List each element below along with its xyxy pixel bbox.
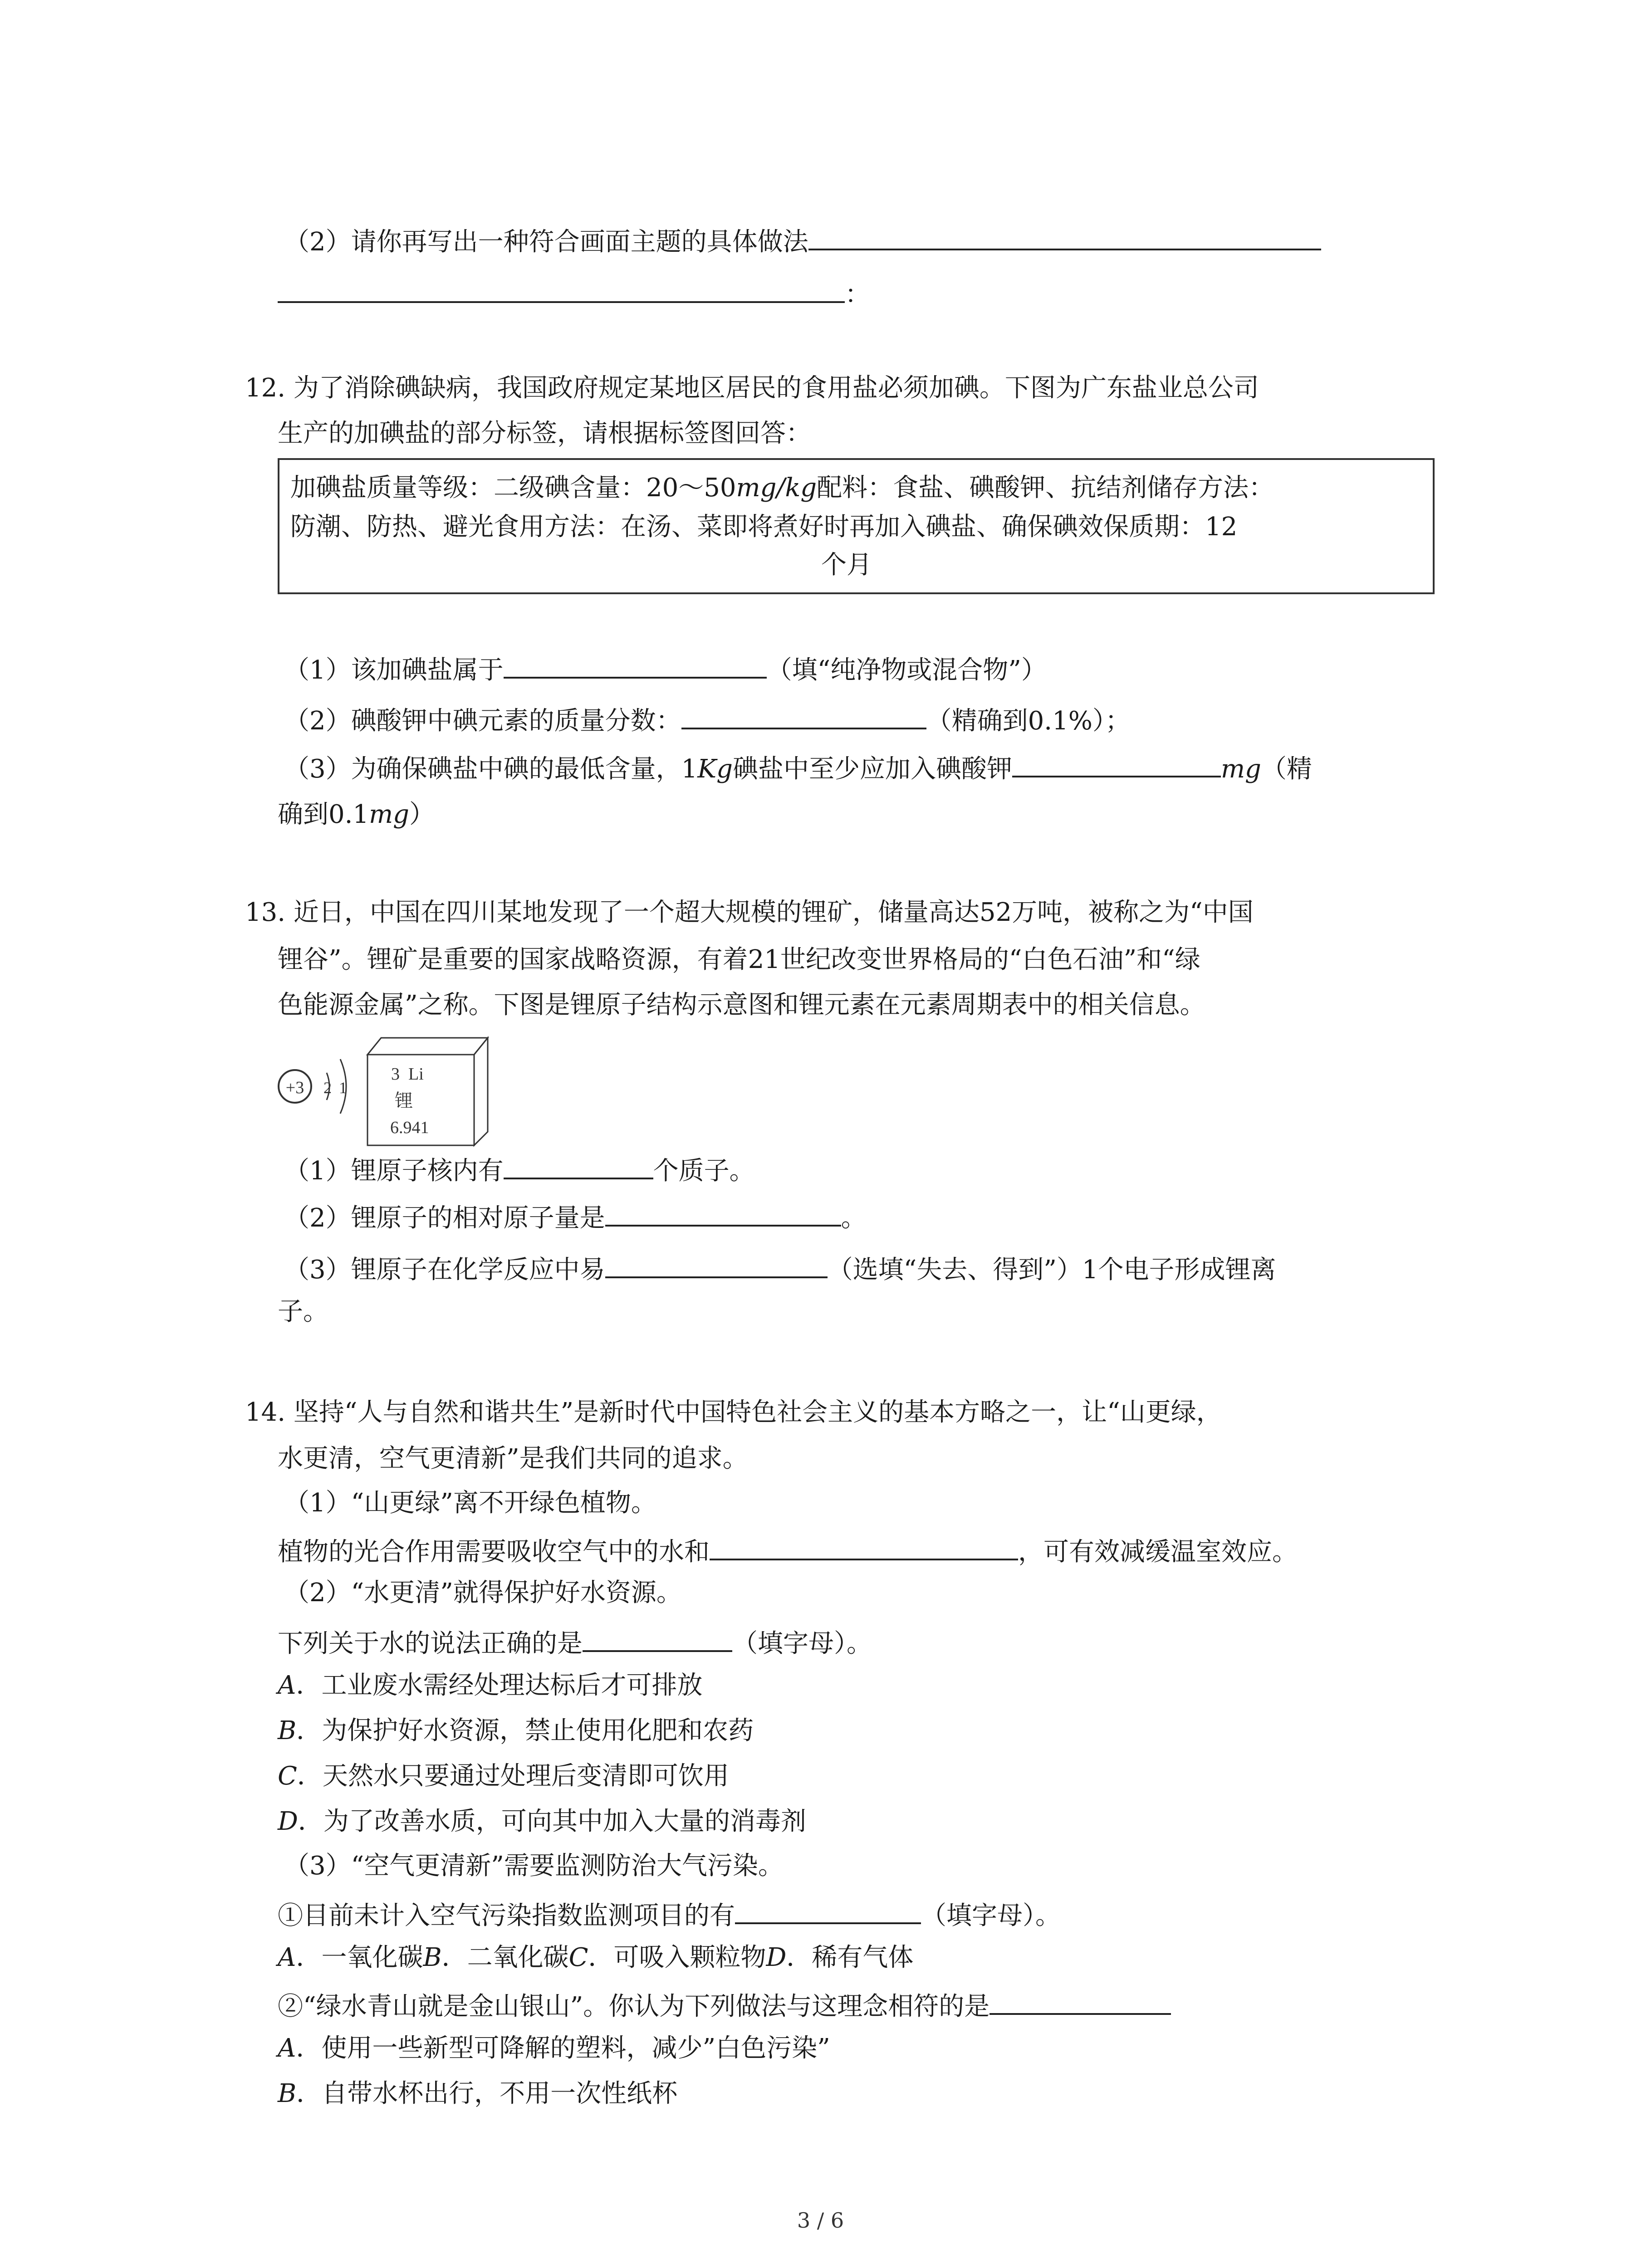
q13-part3-hint: （选填“失去、得到”）1个电子形成锂离: [827, 1255, 1276, 1285]
q12-stem-line2: 生产的加碘盐的部分标签，请根据标签图回答：: [278, 419, 811, 448]
q12-part2: [284, 701, 1131, 738]
q14-stem-line2: 水更清，空气更清新”是我们共同的追求。: [278, 1444, 748, 1473]
option-text: ．自带水杯出行，不用一次性纸杯: [296, 2079, 678, 2108]
q14-sub1-question: [278, 1532, 1298, 1569]
salt-label-line1: [290, 472, 1274, 504]
option-text: ．稀有气体: [786, 1943, 914, 1972]
option-text: ．工业废水需经处理达标后才可排放: [296, 1671, 703, 1700]
q12-part2-hint: （精确到0.1%）；: [926, 706, 1131, 736]
q12-part3-blank[interactable]: [1012, 749, 1221, 777]
option-key: C: [568, 1943, 588, 1972]
q13-stem-line2: 锂谷”。锂矿是重要的国家战略资源，有着21世纪改变世界格局的“白色石油”和“绿: [278, 945, 1200, 974]
option-key: B: [278, 1716, 297, 1745]
q11-part2-line2: [278, 275, 870, 311]
q14-stem-line1: 14. 坚持“人与自然和谐共生”是新时代中国特色社会主义的基本方略之一，让“山更绿，: [245, 1398, 1222, 1427]
q14-sub1: （1）“山更绿”离不开绿色植物。: [284, 1488, 656, 1518]
q14-sub3-q1-text: ①目前未计入空气污染指数监测项目的有: [278, 1901, 735, 1931]
option-key: D: [766, 1943, 787, 1972]
q13-part3-text: （3）锂原子在化学反应中易: [284, 1255, 605, 1285]
lithium-atom-diagram: [279, 1059, 347, 1114]
q12-part1-hint: （填“纯净物或混合物”）: [766, 655, 1047, 685]
shell1-electrons: 2: [323, 1079, 332, 1097]
q12-part3-text-b: 碘盐中至少应加入碘酸钾: [732, 754, 1012, 784]
q11-part2-answer-blank[interactable]: [808, 222, 1321, 250]
option-key: B: [423, 1943, 442, 1972]
q14-sub3-q2-blank[interactable]: [989, 1987, 1171, 2015]
salt-label-line1-b: 配料：食盐、碘酸钾、抗结剂储存方法：: [817, 473, 1274, 503]
q14-sub3-q1-blank[interactable]: [735, 1896, 921, 1924]
cell-atomic-number: 3: [391, 1065, 400, 1084]
q12-part3-text-c: （精: [1261, 754, 1312, 784]
q12-part1-blank[interactable]: [504, 650, 767, 679]
q13-part1-blank[interactable]: [504, 1151, 653, 1179]
cell-side-face: [474, 1038, 488, 1145]
option-text: ．为了改善水质，可向其中加入大量的消毒剂: [298, 1807, 806, 1836]
q14-sub3-q2-option-a: [278, 2032, 830, 2065]
q14-sub2-option-c: [278, 1760, 729, 1793]
q12-part1-text: （1）该加碘盐属于: [284, 655, 504, 685]
q12-part3-mg: mg: [1220, 754, 1261, 784]
option-key: D: [278, 1807, 298, 1836]
salt-label-line3: 个月: [821, 550, 872, 580]
option-key: C: [278, 1761, 297, 1791]
q12-part3-kg: Kg: [697, 754, 733, 784]
q11-part2-text: （2）请你再写出一种符合画面主题的具体做法: [284, 227, 808, 257]
cell-element-name: 锂: [395, 1090, 413, 1111]
q12-part3-line2: [278, 798, 435, 831]
salt-label-unit: mg/kg: [736, 473, 817, 503]
q12-part3-l2-mg: mg: [369, 800, 410, 829]
q12-part3-l2-a: 确到0.1: [278, 800, 369, 829]
salt-label-line2: 防潮、防热、避光食用方法：在汤、菜即将煮好时再加入碘盐、确保碘效保质期：12: [290, 512, 1238, 542]
q13-part2-text: （2）锂原子的相对原子量是: [284, 1203, 605, 1233]
q12-stem-line1: 12. 为了消除碘缺病，我国政府规定某地区居民的食用盐必须加碘。下图为广东盐业总公司: [245, 373, 1259, 403]
q12-part3-text-a: （3）为确保碘盐中碘的最低含量，1: [284, 754, 698, 784]
q14-sub2-question: [278, 1624, 872, 1660]
q11-part2-answer-blank2[interactable]: [278, 275, 845, 303]
option-text: ．一氧化碳: [296, 1943, 423, 1972]
q14-sub1-text: 植物的光合作用需要吸收空气中的水和: [278, 1537, 710, 1567]
q14-sub2-blank[interactable]: [583, 1624, 732, 1652]
shell2-electrons: 1: [339, 1079, 347, 1097]
q13-part3: [284, 1250, 1276, 1286]
cell-symbol: Li: [408, 1065, 424, 1084]
q11-part2-colon: ：: [845, 280, 870, 309]
q13-part2: [284, 1198, 867, 1235]
nucleus-charge: +3: [285, 1078, 304, 1097]
lithium-periodic-cell: [367, 1038, 488, 1145]
q11-part2-line: [284, 222, 1321, 259]
q13-stem-line3: 色能源金属”之称。下图是锂原子结构示意图和锂元素在元素周期表中的相关信息。: [278, 990, 1205, 1020]
q13-part1: [284, 1151, 755, 1188]
q14-sub3-q1-hint: （填字母）。: [921, 1901, 1061, 1931]
lithium-figure: [272, 1030, 508, 1148]
q12-part2-text: （2）碘酸钾中碘元素的质量分数：: [284, 706, 681, 736]
q14-sub3-q2: [278, 1987, 1171, 2023]
q14-sub2-hint: （填字母）。: [732, 1629, 872, 1658]
cell-atomic-mass: 6.941: [390, 1118, 429, 1137]
option-text: ．二氧化碳: [441, 1943, 569, 1972]
cell-top-face: [367, 1038, 488, 1055]
q14-sub3-q1-options: [278, 1941, 913, 1974]
q13-part3-blank[interactable]: [605, 1250, 828, 1278]
q14-sub2-option-d: [278, 1805, 806, 1838]
q12-part3-l2-b: ）: [409, 800, 435, 829]
option-key: B: [278, 2079, 297, 2108]
q13-part2-blank[interactable]: [605, 1198, 841, 1227]
q14-sub3-q2-option-b: [278, 2077, 677, 2110]
page-number: 3 / 6: [797, 2208, 844, 2233]
option-key: A: [278, 2033, 296, 2063]
option-text: ．天然水只要通过处理后变清即可饮用: [297, 1761, 729, 1791]
q14-sub2: （2）“水更清”就得保护好水资源。: [284, 1578, 682, 1608]
q12-part3: [284, 749, 1312, 786]
q14-sub2-option-b: [278, 1715, 754, 1747]
q13-part1-text-b: 个质子。: [653, 1156, 755, 1186]
q12-part2-blank[interactable]: [681, 701, 926, 729]
option-text: ．可吸入颗粒物: [588, 1943, 766, 1972]
q13-part2-text-b: 。: [841, 1203, 867, 1233]
q13-stem-line1: 13. 近日，中国在四川某地发现了一个超大规模的锂矿，储量高达52万吨，被称之为“中国: [245, 898, 1254, 927]
q14-sub2-option-a: [278, 1669, 702, 1702]
q14-sub3-q1: [278, 1896, 1061, 1932]
q14-sub3: （3）“空气更清新”需要监测防治大气污染。: [284, 1851, 784, 1881]
salt-label-line1-a: 加碘盐质量等级：二级碘含量：20～50: [290, 473, 736, 503]
option-key: A: [278, 1671, 296, 1700]
option-key: A: [278, 1943, 296, 1972]
option-text: ．使用一些新型可降解的塑料，减少”白色污染”: [296, 2033, 830, 2063]
q12-part1: [284, 650, 1047, 687]
q14-sub3-q2-text: ②“绿水青山就是金山银山”。你认为下列做法与这理念相符的是: [278, 1992, 990, 2021]
q13-part1-text: （1）锂原子核内有: [284, 1156, 504, 1186]
q14-sub1-blank[interactable]: [710, 1532, 1018, 1560]
q13-part3-line2: 子。: [278, 1297, 328, 1326]
q14-sub2-text: 下列关于水的说法正确的是: [278, 1629, 583, 1658]
option-text: ．为保护好水资源，禁止使用化肥和农药: [296, 1716, 754, 1745]
q14-sub1-text-b: ，可有效减缓温室效应。: [1018, 1537, 1298, 1567]
